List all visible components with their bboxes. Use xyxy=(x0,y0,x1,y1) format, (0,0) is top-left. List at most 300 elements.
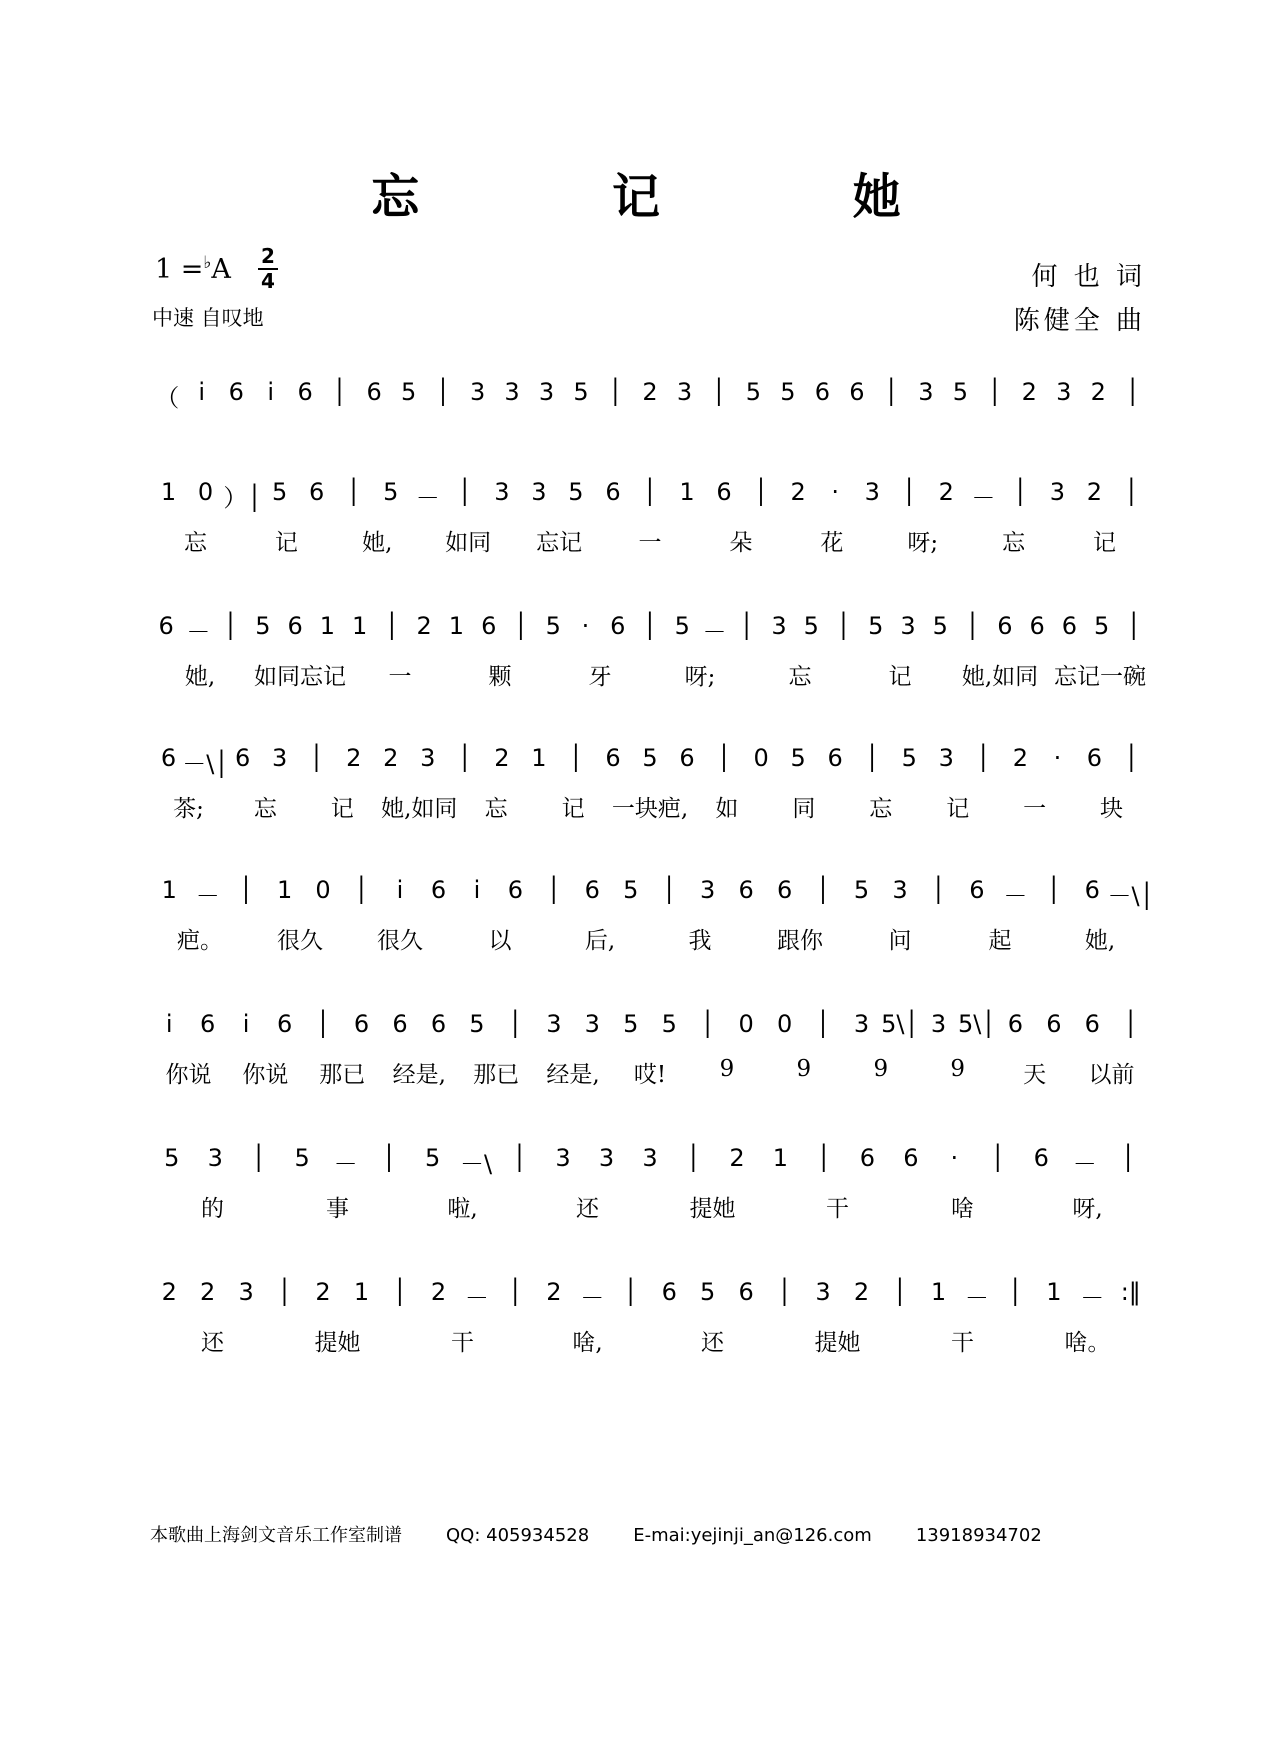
lyric-syllable: 提她 xyxy=(814,1330,861,1356)
lyric-syllable: 天 xyxy=(1023,1062,1047,1088)
barline-glyph: │ xyxy=(931,876,946,904)
note: 6 xyxy=(392,1010,408,1038)
barline-glyph: │ xyxy=(1124,478,1139,506)
note: 3 xyxy=(598,1144,615,1172)
note: 2 xyxy=(200,1278,216,1306)
note: · xyxy=(831,478,839,506)
note: 3 xyxy=(815,1278,831,1306)
lyric-syllable: 一 xyxy=(638,530,662,556)
note: 0 xyxy=(315,876,331,904)
barline-glyph: －\│ xyxy=(182,750,229,778)
lyric-syllable: 颗 xyxy=(488,664,512,690)
note: － xyxy=(186,618,211,646)
note: 6 xyxy=(903,1144,919,1172)
notation-line xyxy=(150,378,1150,428)
notation-line xyxy=(150,1278,1150,1328)
note: 5 xyxy=(255,612,271,640)
barline-glyph: │ xyxy=(223,612,238,640)
note: 3 xyxy=(555,1144,571,1172)
note: 6 xyxy=(158,612,174,640)
note: 3 xyxy=(546,1010,562,1038)
note: － xyxy=(580,1284,605,1312)
lyric-syllable: 提她 xyxy=(314,1330,361,1356)
lyric-syllable: 问 xyxy=(888,928,912,954)
barline-glyph: │ xyxy=(315,1010,331,1038)
note: 2 xyxy=(1090,378,1106,406)
lyric-syllable: 她, xyxy=(362,530,393,556)
note: 5 xyxy=(642,744,658,772)
barline-glyph: │ xyxy=(902,478,917,506)
lyric-syllable: 还 xyxy=(201,1330,224,1356)
lyric-syllable: 忘 xyxy=(869,796,893,822)
note: 6 xyxy=(353,1010,370,1038)
note: 2 xyxy=(1012,744,1028,772)
note: 5 xyxy=(661,1010,677,1038)
lyric-syllable: 经是, xyxy=(546,1062,600,1088)
barline-glyph: │ xyxy=(513,612,529,640)
note: 5 xyxy=(952,378,968,406)
note: － xyxy=(464,1284,489,1312)
lyric-syllable: 块 xyxy=(1100,796,1124,822)
flat-sign: ♭ xyxy=(203,253,212,273)
note: 0 xyxy=(738,1010,754,1038)
lyric-syllable: 后, xyxy=(584,928,616,954)
lyric-syllable: 记 xyxy=(274,530,298,556)
barline-glyph: :‖ xyxy=(1120,1278,1141,1306)
barline-glyph: │ xyxy=(777,1278,792,1306)
note: 6 xyxy=(1061,612,1077,640)
note: 6 xyxy=(1084,1010,1100,1038)
lyric-line xyxy=(150,424,1150,464)
note: 2 xyxy=(729,1144,745,1172)
lyric-syllable: 忘 xyxy=(1002,530,1026,556)
note: 3 xyxy=(853,1010,870,1038)
lyric-syllable: 忘 xyxy=(788,664,812,690)
note: 3 xyxy=(504,378,520,406)
notation-line xyxy=(150,876,1155,926)
barline-glyph: │ xyxy=(384,612,400,640)
lyric-syllable: 还 xyxy=(701,1330,724,1356)
note: 2 xyxy=(790,478,806,506)
note: － xyxy=(333,1150,358,1178)
note: 3 xyxy=(538,378,555,406)
notation-line xyxy=(150,744,1150,794)
note: 3 xyxy=(700,876,716,904)
barline-glyph: │ xyxy=(1013,478,1028,506)
time-denominator: 4 xyxy=(261,269,275,293)
note: 6 xyxy=(969,876,985,904)
lyric-syllable: 9 xyxy=(873,1056,889,1082)
note: 6 xyxy=(827,744,843,772)
note: 2 xyxy=(315,1278,331,1306)
note: 3 xyxy=(584,1010,600,1038)
lyric-syllable: 9 xyxy=(719,1056,735,1082)
lyric-line xyxy=(150,1056,1150,1096)
note: 6 xyxy=(200,1010,216,1038)
note: i xyxy=(165,1010,173,1038)
footer-email: E-mai:yejinji_an@126.com xyxy=(633,1525,872,1546)
note: 3 xyxy=(469,378,486,406)
score-system xyxy=(150,1010,1150,1100)
key-signature xyxy=(155,253,231,285)
note: 1 xyxy=(161,876,177,904)
key-note: A xyxy=(211,254,231,285)
barline-glyph: │ xyxy=(815,1010,831,1038)
note: 3 xyxy=(238,1278,254,1306)
lyric-syllable: 牙 xyxy=(588,664,612,690)
barline-glyph: │ xyxy=(1126,612,1142,640)
barline-glyph: │ xyxy=(642,478,658,506)
lyric-syllable: 朵 xyxy=(729,530,753,556)
barline-glyph: │ xyxy=(976,744,991,772)
lyric-syllable: 忘记 xyxy=(536,530,583,556)
barline-glyph: │ xyxy=(608,378,623,406)
barline-glyph: │ xyxy=(546,876,562,904)
note: － xyxy=(195,882,220,910)
note: 5 xyxy=(164,1144,180,1172)
footer xyxy=(150,1521,1086,1547)
barline-glyph: │ xyxy=(716,744,732,772)
lyric-line xyxy=(150,922,1150,962)
note: 5 xyxy=(1093,612,1110,640)
note: 5 xyxy=(424,1144,441,1172)
note: 5 xyxy=(745,378,762,406)
lyric-syllable: 以 xyxy=(488,928,512,954)
lyric-syllable: 事 xyxy=(326,1196,349,1222)
note: 5 xyxy=(803,612,819,640)
composer-credit: 陈健全 曲 xyxy=(1013,306,1146,336)
note: － xyxy=(971,484,996,512)
barline-glyph: │ xyxy=(753,478,769,506)
lyric-line xyxy=(150,1324,1150,1364)
note: 1 xyxy=(448,612,465,640)
note: 5 xyxy=(469,1010,485,1038)
note: 5 xyxy=(271,478,288,506)
lyric-syllable: 啦, xyxy=(447,1196,478,1222)
note: 6 xyxy=(1007,1010,1024,1038)
note: 6 xyxy=(297,378,313,406)
footer-phone: 13918934702 xyxy=(915,1525,1042,1546)
lyric-syllable: 很久 xyxy=(377,928,423,954)
note: 2 xyxy=(1021,378,1037,406)
note: i xyxy=(242,1010,250,1038)
barline-glyph: │ xyxy=(568,744,584,772)
lyric-syllable: 我 xyxy=(688,928,712,954)
note: 5 xyxy=(573,378,589,406)
note: 5 xyxy=(780,378,796,406)
barline-glyph: －\│ xyxy=(1107,882,1155,910)
note: 6 xyxy=(738,1278,754,1306)
barline-glyph: │ xyxy=(381,1144,397,1172)
note: 6 xyxy=(605,478,621,506)
barline-glyph: │ xyxy=(739,612,754,640)
barline-glyph: │ xyxy=(1046,876,1062,904)
note: 3 xyxy=(938,744,954,772)
note: 6 xyxy=(814,378,831,406)
note: i xyxy=(396,876,404,904)
note: i xyxy=(473,876,481,904)
lyric-syllable: 她,如同 xyxy=(381,796,458,822)
note: i xyxy=(267,378,275,406)
lyric-syllable: 9 xyxy=(950,1056,966,1082)
lyric-syllable: 呀, xyxy=(1072,1196,1103,1222)
score-system xyxy=(150,1278,1150,1368)
note: · xyxy=(581,612,590,640)
tempo-marking: 中速 自叹地 xyxy=(152,306,264,330)
note: 3 xyxy=(864,478,880,506)
note: 6 xyxy=(234,744,251,772)
lyric-syllable: 花 xyxy=(820,530,844,556)
lyric-syllable: 的 xyxy=(201,1196,224,1222)
barline-glyph: │ xyxy=(1008,1278,1023,1306)
lyric-syllable: 记 xyxy=(888,664,912,690)
note: －\ xyxy=(460,1150,493,1178)
lyric-syllable: 啥。 xyxy=(1064,1330,1111,1356)
barline-glyph: │ xyxy=(965,612,980,640)
note: 6 xyxy=(481,612,497,640)
barline-glyph: │ xyxy=(457,478,473,506)
score-system xyxy=(150,744,1150,834)
note: 5 xyxy=(674,612,690,640)
lyric-syllable: 忘 xyxy=(253,796,277,822)
lyricist-credit: 何 也 词 xyxy=(1031,262,1146,292)
lyric-syllable: 如 xyxy=(715,796,739,822)
lyric-syllable: 啥, xyxy=(572,1330,603,1356)
note: 3 xyxy=(930,1010,947,1038)
note: － xyxy=(1080,1284,1105,1312)
barline-glyph: │ xyxy=(987,378,1003,406)
time-signature xyxy=(258,246,278,292)
note: 3 xyxy=(420,744,436,772)
notation-line xyxy=(150,478,1150,528)
lyric-syllable: 啥 xyxy=(951,1196,974,1222)
note: 6 xyxy=(1033,1144,1049,1172)
note: 3 xyxy=(676,378,693,406)
lyric-syllable: 她,如同 xyxy=(961,664,1039,690)
note: 2 xyxy=(1086,478,1103,506)
note: 1 xyxy=(353,1278,370,1306)
lyric-syllable: 她, xyxy=(1084,928,1116,954)
barline-glyph: │ xyxy=(892,1278,908,1306)
barline-glyph: │ xyxy=(686,1144,701,1172)
notation-line xyxy=(150,612,1150,662)
note: · xyxy=(1053,744,1062,772)
note: 6 xyxy=(776,876,793,904)
note: 3 xyxy=(918,378,934,406)
note: － xyxy=(415,484,440,512)
note: 5 xyxy=(868,612,884,640)
lyric-syllable: 以前 xyxy=(1088,1062,1135,1088)
barline-glyph: │ xyxy=(512,1144,527,1172)
barline-glyph: │ xyxy=(251,1144,266,1172)
lyric-syllable: 还 xyxy=(576,1196,599,1222)
barline-glyph: │ xyxy=(700,1010,715,1038)
note: 1 xyxy=(772,1144,789,1172)
barline-glyph: │ xyxy=(816,1144,832,1172)
note: 6 xyxy=(1086,744,1103,772)
note: 1 xyxy=(930,1278,947,1306)
lyric-syllable: 经是, xyxy=(392,1062,446,1088)
barline-glyph: │ xyxy=(309,744,324,772)
note: 3 xyxy=(531,478,547,506)
note: 6 xyxy=(661,1278,677,1306)
note: 5 xyxy=(383,478,399,506)
lyric-syllable: 跟你 xyxy=(777,928,823,954)
barline-glyph: │ xyxy=(864,744,880,772)
note: 3 xyxy=(900,612,916,640)
note: 6 xyxy=(1029,612,1045,640)
note: 1 xyxy=(352,612,368,640)
note: 6 xyxy=(1046,1010,1062,1038)
note: 1 xyxy=(276,876,293,904)
barline-glyph: 5\│ xyxy=(958,1010,996,1038)
key-prefix: 1 = xyxy=(155,254,204,285)
note: 5 xyxy=(568,478,584,506)
barline-glyph: │ xyxy=(508,1278,523,1306)
note: 2 xyxy=(546,1278,562,1306)
barline-glyph: │ xyxy=(1121,1144,1136,1172)
lyric-syllable: 很久 xyxy=(277,928,323,954)
lyric-syllable: 忘 xyxy=(183,530,207,556)
note: 2 xyxy=(430,1278,447,1306)
lyric-syllable: 她, xyxy=(184,664,216,690)
barline-glyph: │ xyxy=(1125,378,1140,406)
barline-glyph: │ xyxy=(990,1144,1006,1172)
barline-glyph: │ xyxy=(815,876,831,904)
barline-glyph: ）│ xyxy=(223,484,262,512)
note: 2 xyxy=(416,612,432,640)
lyric-syllable: 一块疤, xyxy=(611,796,689,822)
note: 5 xyxy=(545,612,561,640)
note: 3 xyxy=(642,1144,658,1172)
barline-glyph: │ xyxy=(661,876,677,904)
lyric-syllable: 一 xyxy=(1023,796,1047,822)
note: 1 xyxy=(531,744,547,772)
note: 5 xyxy=(294,1144,310,1172)
note: 6 xyxy=(859,1144,876,1172)
note: 6 xyxy=(997,612,1013,640)
note: 3 xyxy=(771,612,787,640)
note: 0 xyxy=(753,744,769,772)
note: 5 xyxy=(790,744,806,772)
note: · xyxy=(950,1144,959,1172)
note: 0 xyxy=(197,478,214,506)
note: 5 xyxy=(400,378,417,406)
note: i xyxy=(198,378,206,406)
lyric-syllable: 如同忘记 xyxy=(254,664,346,690)
note: 5 xyxy=(700,1278,716,1306)
lyric-syllable: 记 xyxy=(1093,530,1117,556)
barline-glyph: │ xyxy=(457,744,473,772)
lyric-line xyxy=(150,524,1150,564)
note: 5 xyxy=(932,612,948,640)
lyric-syllable: 茶; xyxy=(173,796,204,822)
lyric-syllable: 忘记一碗 xyxy=(1054,664,1146,690)
note: 2 xyxy=(494,744,510,772)
note: 6 xyxy=(366,378,382,406)
lyric-syllable: 9 xyxy=(796,1056,812,1082)
note: 6 xyxy=(309,478,325,506)
note: 3 xyxy=(1056,378,1072,406)
note: 6 xyxy=(160,744,177,772)
note: 3 xyxy=(494,478,510,506)
barline-glyph: │ xyxy=(623,1278,638,1306)
note: 2 xyxy=(853,1278,870,1306)
note: 2 xyxy=(642,378,658,406)
note: 1 xyxy=(679,478,695,506)
note: 6 xyxy=(430,876,447,904)
score-system xyxy=(150,378,1150,468)
barline-glyph: │ xyxy=(354,876,369,904)
note: － xyxy=(964,1284,989,1312)
lyric-syllable: 同 xyxy=(792,796,816,822)
footer-studio: 本歌曲上海剑文音乐工作室制谱 xyxy=(150,1525,402,1546)
lyric-syllable: 干 xyxy=(451,1330,474,1356)
notation-line xyxy=(150,1144,1150,1194)
note: 2 xyxy=(161,1278,177,1306)
barline-glyph: │ xyxy=(346,478,361,506)
note: （ xyxy=(155,384,180,412)
note: 6 xyxy=(738,876,754,904)
note: 6 xyxy=(1084,876,1100,904)
lyric-line xyxy=(150,790,1150,830)
note: 3 xyxy=(207,1144,223,1172)
lyric-line xyxy=(150,1190,1150,1230)
barline-glyph: │ xyxy=(1123,1010,1138,1038)
barline-glyph: │ xyxy=(392,1278,408,1306)
score-system xyxy=(150,1144,1150,1234)
lyric-syllable: 如同 xyxy=(445,530,492,556)
lyric-syllable: 呀; xyxy=(684,664,716,690)
barline-glyph: │ xyxy=(435,378,451,406)
note: 5 xyxy=(853,876,870,904)
note: 6 xyxy=(287,612,303,640)
note: 1 xyxy=(319,612,336,640)
lyric-syllable: 干 xyxy=(951,1330,974,1356)
note: － xyxy=(1072,1150,1097,1178)
lyric-syllable: 你说 xyxy=(165,1062,212,1088)
barline-glyph: │ xyxy=(508,1010,523,1038)
note: 6 xyxy=(610,612,626,640)
note: 2 xyxy=(383,744,399,772)
note: 6 xyxy=(584,876,600,904)
note: 0 xyxy=(776,1010,793,1038)
note: 5 xyxy=(623,876,639,904)
footer-qq: QQ: 405934528 xyxy=(446,1525,590,1546)
note: 3 xyxy=(892,876,908,904)
lyric-syllable: 记 xyxy=(330,796,354,822)
lyric-syllable: 那已 xyxy=(473,1062,520,1088)
lyric-syllable: 记 xyxy=(946,796,970,822)
lyric-syllable: 干 xyxy=(826,1196,849,1222)
lyric-syllable: 忘 xyxy=(484,796,508,822)
barline-glyph: │ xyxy=(884,378,899,406)
lyric-syllable: 起 xyxy=(988,928,1012,954)
lyric-syllable: 呀; xyxy=(907,530,939,556)
note: 6 xyxy=(605,744,621,772)
note: － xyxy=(702,618,727,646)
lyric-syllable: 你说 xyxy=(242,1062,289,1088)
lyric-syllable: 记 xyxy=(561,796,585,822)
score-system xyxy=(150,876,1155,966)
note: 6 xyxy=(507,876,524,904)
barline-glyph: │ xyxy=(277,1278,292,1306)
lyric-line xyxy=(150,658,1150,698)
score-system xyxy=(150,478,1150,568)
song-title: 忘 记 她 xyxy=(371,169,989,225)
note: 6 xyxy=(276,1010,293,1038)
lyric-syllable: 那已 xyxy=(319,1062,366,1088)
